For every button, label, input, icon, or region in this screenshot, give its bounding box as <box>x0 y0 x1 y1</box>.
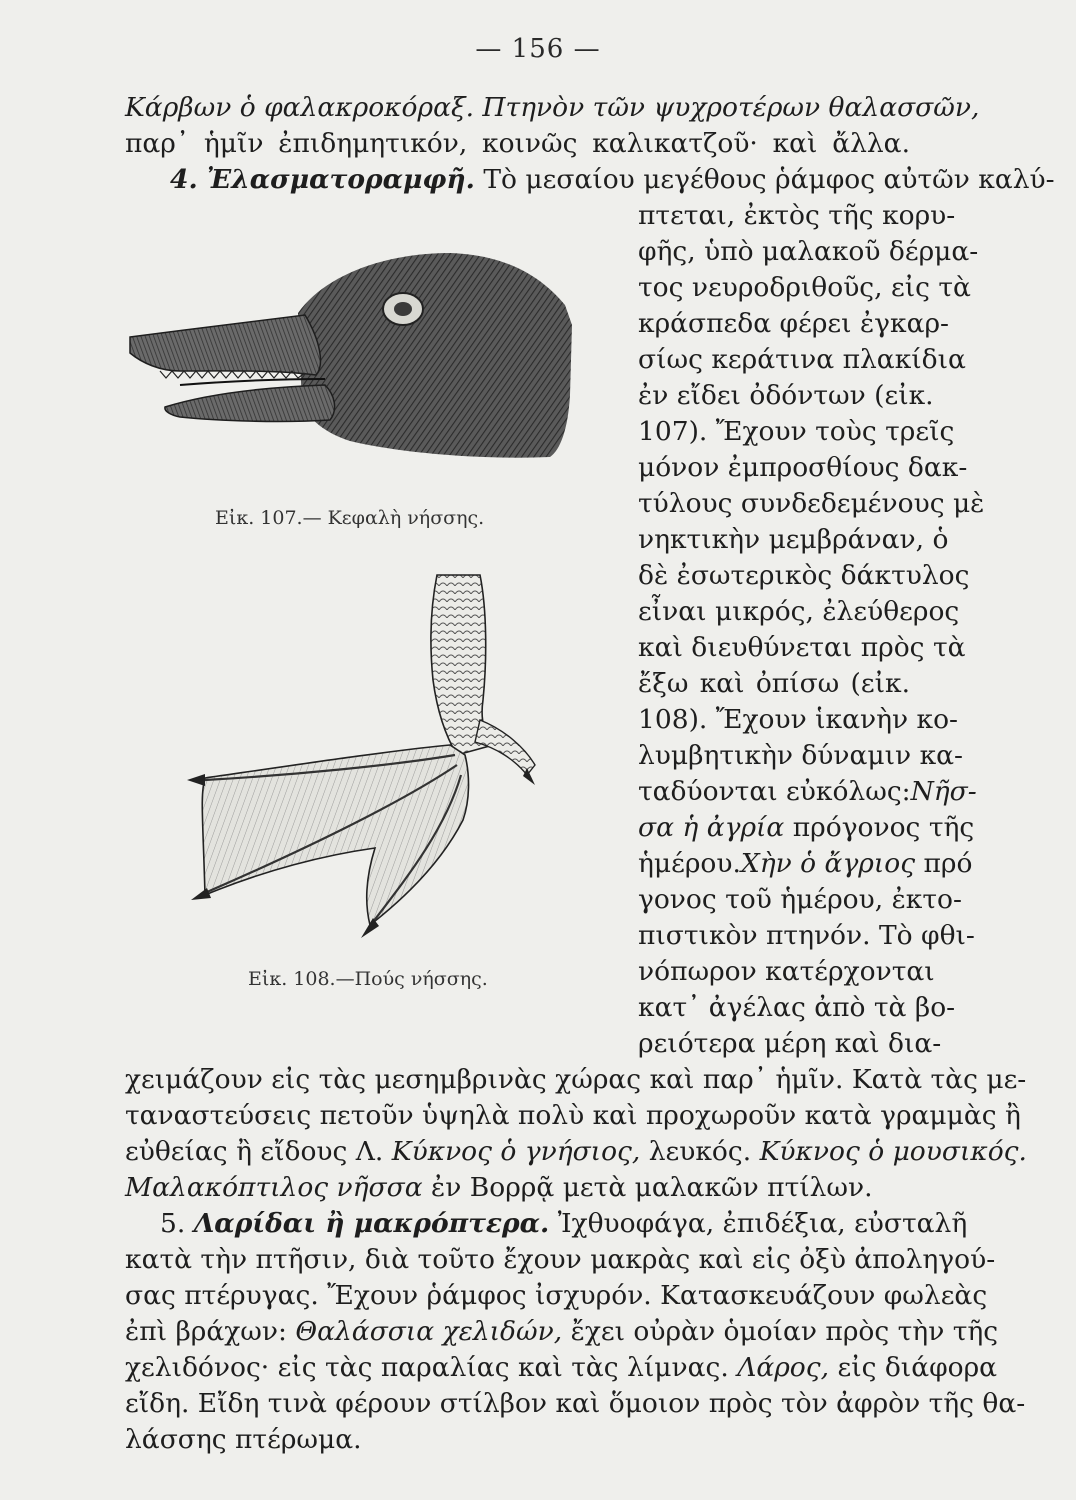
page-number: — 156 — <box>475 34 601 64</box>
text-line: ταναστεύσεις πετοῦν ὑψηλὰ πολὺ καὶ προχωροῦν κατὰ γραμμὰς ἢ <box>125 1100 1021 1131</box>
duck-claw-outer <box>187 774 205 786</box>
species-name: σα ἡ ἀγρία <box>638 812 785 843</box>
text-line <box>125 1136 1027 1168</box>
text-line <box>170 164 1055 196</box>
section-heading: 4. Ἐλασματοραμφῆ. <box>170 164 475 195</box>
text-line: εἶναι μικρός, ἐλεύθερος <box>638 596 960 627</box>
text-segment: πρό <box>923 848 973 879</box>
duck-lower-bill <box>165 385 335 421</box>
duck-foot-illustration <box>175 570 555 945</box>
text-line <box>125 1172 910 1204</box>
text-segment: Τὸ μεσαίου μεγέθους ῥάμφος αὐτῶν καλύ- <box>483 164 1055 195</box>
text-line: πτεται, ἐκτὸς τῆς κορυ- <box>638 200 956 231</box>
duck-head-illustration <box>120 245 590 475</box>
duck-foot-drawing <box>175 570 555 945</box>
text-segment: ἐπὶ βράχων: <box>125 1316 287 1347</box>
text-segment: ἡμέρου. <box>638 848 741 879</box>
species-name: Θαλάσσια χελιδών, <box>295 1316 563 1347</box>
text-segment: ἔχει οὐρὰν ὁμοίαν πρὸς τὴν τῆς <box>570 1316 999 1347</box>
text-line: καὶ διευθύνεται πρὸς τὰ <box>638 632 966 663</box>
duck-head-shape <box>298 253 572 458</box>
text-line <box>125 1316 999 1348</box>
species-name: Νῆσ- <box>910 776 977 807</box>
text-segment: εἰς διάφορα <box>837 1352 998 1383</box>
text-line: νηκτικὴν μεμβράναν, ὁ <box>638 524 949 555</box>
text-line: νόπωρον κατέρχονται <box>638 956 935 987</box>
text-line: μόνον ἐμπροσθίους δακ- <box>638 452 968 483</box>
text-segment: χελιδόνος· εἰς τὰς παραλίας καὶ τὰς λίμνας. <box>125 1352 729 1383</box>
text-segment: εὐθείας ἢ εἴδους Λ. <box>125 1136 384 1167</box>
text-segment: ταδύονται εὐκόλως: <box>638 776 911 807</box>
duck-foot-web <box>202 745 468 925</box>
text-line: κατὰ τὴν πτῆσιν, διὰ τοῦτο ἔχουν μακρὰς καὶ εἰς ὀξὺ ἀποληγού- <box>125 1244 996 1275</box>
species-name: Μαλακόπτιλος νῆσσα <box>125 1172 423 1203</box>
text-segment: λευκός. <box>648 1136 752 1167</box>
text-line: σας πτέρυγας. Ἔχουν ῥάμφος ἰσχυρόν. Κατασκευάζουν φωλεὰς <box>125 1280 988 1311</box>
text-line: κατ᾿ ἀγέλας ἀπὸ τὰ βο- <box>638 992 956 1023</box>
species-name: Λάρος, <box>737 1352 830 1383</box>
text-line <box>638 812 975 844</box>
text-line: λυμβητικὴν δύναμιν κα- <box>638 740 963 771</box>
text-line: 107). Ἔχουν τοὺς τρεῖς <box>638 416 955 447</box>
figure-107-caption: Εἰκ. 107.— Κεφαλὴ νήσσης. <box>215 507 485 529</box>
species-name: Κύκνος ὁ μουσικός. <box>759 1136 1027 1167</box>
text-line: 108). Ἔχουν ἱκανὴν κο- <box>638 704 958 735</box>
text-line: λάσσης πτέρωμα. <box>125 1424 362 1455</box>
text-line <box>125 1352 998 1384</box>
text-line <box>160 1208 968 1240</box>
text-line: φῆς, ὑπὸ μαλακοῦ δέρμα- <box>638 236 979 267</box>
text-segment: ἐν Βορρᾷ μετὰ μαλακῶν πτίλων. <box>431 1172 873 1203</box>
text-line: εἴδη. Εἴδη τινὰ φέρουν στίλβον καὶ ὅμοιον πρὸς τὸν ἀφρὸν τῆς θα- <box>125 1388 1026 1419</box>
text-line <box>638 776 977 808</box>
text-line: παρ᾿ ἡμῖν ἐπιδημητικόν, κοινῶς καλικατζοῦ· καὶ ἄλλα. <box>125 128 910 159</box>
text-line: ἐν εἴδει ὀδόντων (εἰκ. <box>638 380 934 411</box>
text-line: ἔξω καὶ ὀπίσω (εἰκ. <box>638 668 910 699</box>
text-line: πιστικὸν πτηνόν. Τὸ φθι- <box>638 920 975 951</box>
text-segment: Κάρβων ὁ φαλακροκόραξ. Πτηνὸν τῶν ψυχροτέρων θαλασσῶν, <box>125 92 980 123</box>
duck-pupil <box>394 302 412 316</box>
text-line: τύλους συνδεδεμένους μὲ <box>638 488 985 519</box>
text-line <box>125 92 980 124</box>
text-line: δὲ ἐσωτερικὸς δάκτυλος <box>638 560 970 591</box>
figure-108-caption: Εἰκ. 108.—Πούς νήσσης. <box>248 968 488 990</box>
text-line: γονος τοῦ ἡμέρου, ἐκτο- <box>638 884 962 915</box>
section-number: 5. <box>160 1208 186 1239</box>
text-line: κράσπεδα φέρει ἐγκαρ- <box>638 308 949 339</box>
duck-head-drawing <box>120 245 590 475</box>
text-segment: πρόγονος τῆς <box>792 812 975 843</box>
text-line: σίως κεράτινα πλακίδια <box>638 344 966 375</box>
section-heading: Λαρίδαι ἢ μακρόπτερα. <box>193 1208 550 1239</box>
text-line <box>638 848 973 880</box>
text-line: ρειότερα μέρη καὶ δια- <box>638 1028 942 1059</box>
duck-upper-bill <box>130 315 320 375</box>
species-name: Χὴν ὁ ἄγριος <box>740 848 916 879</box>
text-segment: Ἰχθυοφάγα, ἐπιδέξια, εὐσταλῆ <box>557 1208 968 1239</box>
text-line: χειμάζουν εἰς τὰς μεσημβρινὰς χώρας καὶ παρ᾿ ἡμῖν. Κατὰ τὰς με- <box>125 1064 1027 1095</box>
text-line: τος νευροδριθοῦς, εἰς τὰ <box>638 272 971 303</box>
species-name: Κύκνος ὁ γνήσιος, <box>391 1136 641 1167</box>
